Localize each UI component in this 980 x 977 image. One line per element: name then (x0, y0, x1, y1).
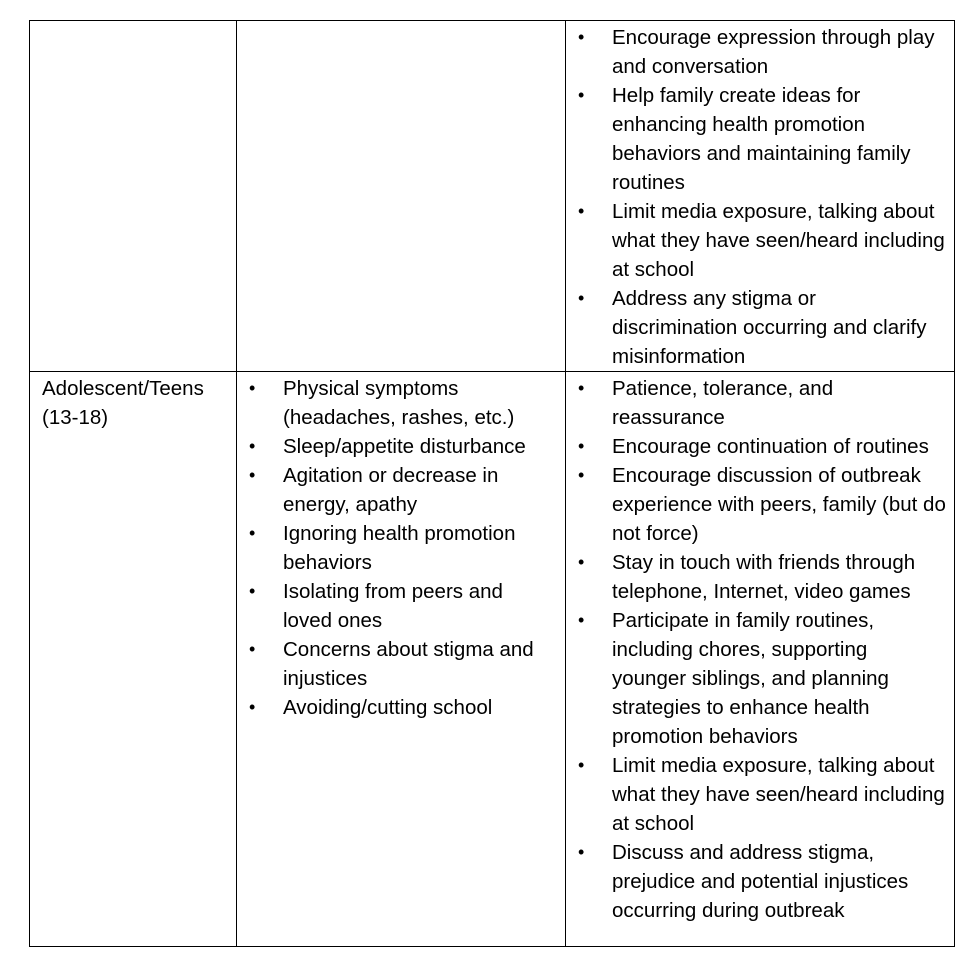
list-item: • Patience, tolerance, and reassurance (578, 374, 946, 432)
list-item: • Help family create ideas for enhancing health promotion behaviors and maintaining family routines (578, 81, 946, 197)
table-row (30, 21, 955, 372)
reactions-cell (237, 21, 566, 372)
list-item: • Encourage discussion of outbreak experience with peers, family (but do not force) (578, 461, 946, 548)
list-item: • Stay in touch with friends through telephone, Internet, video games (578, 548, 946, 606)
list-item: • Participate in family routines, including chores, supporting younger siblings, and planning strategies to enhance health promotion behaviors (578, 606, 946, 751)
list-item: • Discuss and address stigma, prejudice and potential injustices occurring during outbreak (578, 838, 946, 925)
table-row (30, 372, 955, 947)
list-item: • Encourage expression through play and conversation (578, 23, 946, 81)
list-item: • Address any stigma or discrimination occurring and clarify misinformation (578, 284, 946, 371)
list-item: • Limit media exposure, talking about what they have seen/heard including at school (578, 751, 946, 838)
list-item: • Physical symptoms (headaches, rashes, etc.) (249, 374, 557, 432)
list-item: • Ignoring health promotion behaviors (249, 519, 557, 577)
age-group-cell (30, 21, 237, 372)
list-item: • Limit media exposure, talking about what they have seen/heard including at school (578, 197, 946, 284)
interventions-list (578, 23, 946, 371)
list-item: • Concerns about stigma and injustices (249, 635, 557, 693)
list-item: • Avoiding/cutting school (249, 693, 557, 722)
age-reactions-interventions-table (29, 20, 955, 947)
reactions-list (249, 374, 557, 722)
list-item: • Agitation or decrease in energy, apathy (249, 461, 557, 519)
interventions-cell (566, 21, 955, 372)
interventions-list (578, 374, 946, 925)
reactions-cell (237, 372, 566, 947)
list-item: • Sleep/appetite disturbance (249, 432, 557, 461)
list-item: • Isolating from peers and loved ones (249, 577, 557, 635)
age-group-cell: Adolescent/Teens (13-18) (30, 372, 237, 947)
interventions-cell (566, 372, 955, 947)
list-item: • Encourage continuation of routines (578, 432, 946, 461)
